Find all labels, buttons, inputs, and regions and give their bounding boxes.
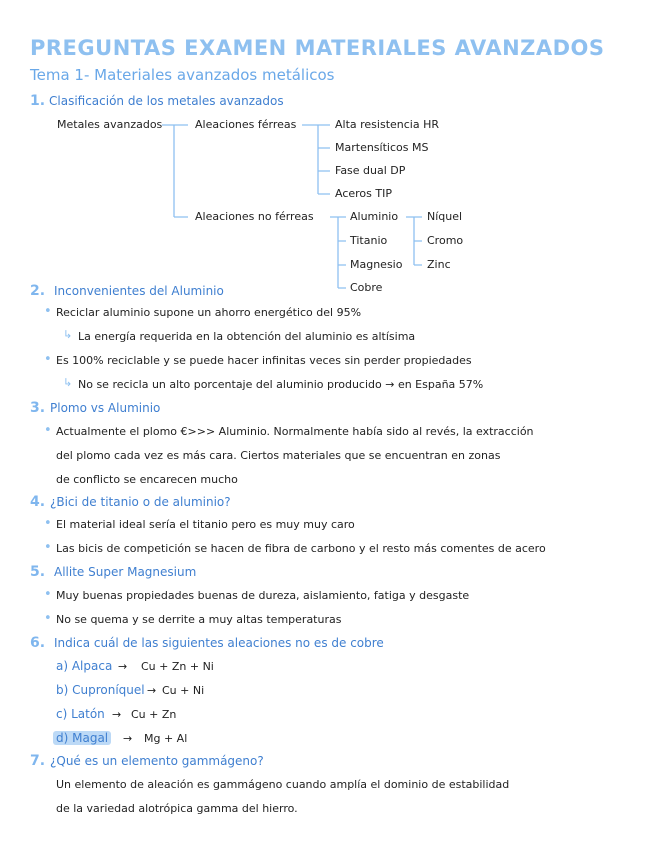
tree-nonferrous-item: Titanio: [350, 234, 388, 247]
q6-option-formula: Mg + Al: [144, 732, 188, 745]
tree-root: Metales avanzados: [57, 118, 163, 131]
q5-heading: Allite Super Magnesium: [54, 565, 197, 579]
q7-number: 7.: [30, 753, 46, 769]
sub-arrow-icon: ↳: [63, 328, 73, 341]
tree-nonferrous-item: Cobre: [350, 281, 383, 294]
tree-root-branch: [162, 125, 188, 217]
q6-option-formula: Cu + Ni: [162, 684, 205, 697]
tree-nonferrous: Aleaciones no férreas: [195, 210, 314, 223]
tree-ferrous-item: Martensíticos MS: [335, 141, 429, 154]
tree-nonferrous-branch: [330, 217, 346, 288]
q5-bullet-1: Muy buenas propiedades buenas de dureza, aislamiento, fatiga y desgaste: [56, 589, 470, 602]
q4-number: 4.: [30, 494, 46, 510]
q6-option-label: c) Latón: [56, 707, 105, 721]
tree-ferrous-item: Aceros TIP: [335, 187, 392, 200]
q3-line: del plomo cada vez es más cara. Ciertos materiales que se encuentran en zonas: [56, 449, 501, 462]
q4-heading: ¿Bici de titanio o de aluminio?: [50, 495, 231, 509]
page-subtitle: Tema 1- Materiales avanzados metálicos: [30, 66, 335, 84]
q6-option-label: a) Alpaca: [56, 659, 113, 673]
q2-bullet-2: Es 100% reciclable y se puede hacer infinitas veces sin perder propiedades: [56, 354, 472, 367]
page-title: PREGUNTAS EXAMEN MATERIALES AVANZADOS: [30, 36, 605, 60]
bullet-icon: •: [44, 587, 52, 602]
q3-heading: Plomo vs Aluminio: [50, 401, 161, 415]
bullet-icon: •: [44, 352, 52, 367]
q2-bullet-2-sub: No se recicla un alto porcentaje del aluminio producido → en España 57%: [78, 378, 484, 391]
tree-ferrous-item: Alta resistencia HR: [335, 118, 440, 131]
bullet-icon: •: [44, 611, 52, 626]
bullet-icon: •: [44, 540, 52, 555]
arrow-icon: →: [112, 708, 122, 721]
tree-nonferrous-item: Magnesio: [350, 258, 403, 271]
bullet-icon: •: [44, 516, 52, 531]
q2-number: 2.: [30, 283, 46, 299]
tree-ferrous-item: Fase dual DP: [335, 164, 406, 177]
q7-line: de la variedad alotrópica gamma del hierro.: [56, 802, 298, 815]
tree-ferrous: Aleaciones férreas: [195, 118, 297, 131]
bullet-icon: •: [44, 423, 52, 438]
arrow-icon: →: [147, 684, 157, 697]
q6-option-formula: Cu + Zn: [131, 708, 177, 721]
q3-line: de conflicto se encarecen mucho: [56, 473, 238, 486]
q1-number: 1.: [30, 93, 46, 109]
q2-heading: Inconvenientes del Aluminio: [54, 284, 224, 298]
tree-nonferrous-item: Aluminio: [350, 210, 399, 223]
q5-bullet-2: No se quema y se derrite a muy altas temperaturas: [56, 613, 342, 626]
q3-line: Actualmente el plomo €>>> Aluminio. Normalmente había sido al revés, la extracción: [56, 425, 534, 438]
tree-nonferrous-item: Níquel: [427, 210, 463, 223]
q6-option-label: b) Cuproníquel: [56, 683, 145, 697]
sub-arrow-icon: ↳: [63, 376, 73, 389]
q7-line: Un elemento de aleación es gammágeno cuando amplía el dominio de estabilidad: [56, 778, 510, 791]
arrow-icon: →: [118, 660, 128, 673]
bullet-icon: •: [44, 304, 52, 319]
tree-nonferrous-col2: [406, 217, 422, 265]
tree-ferrous-branch: [302, 125, 330, 194]
q5-number: 5.: [30, 564, 46, 580]
q1-heading: Clasificación de los metales avanzados: [49, 94, 284, 108]
q6-option-formula: Cu + Zn + Ni: [141, 660, 214, 673]
q2-bullet-1-sub: La energía requerida en la obtención del aluminio es altísima: [78, 330, 416, 343]
arrow-icon: →: [123, 732, 133, 745]
q6-number: 6.: [30, 635, 46, 651]
q6-heading: Indica cuál de las siguientes aleaciones no es de cobre: [54, 636, 384, 650]
q3-number: 3.: [30, 400, 46, 416]
q4-bullet-2: Las bicis de competición se hacen de fibra de carbono y el resto más comentes de acero: [56, 542, 546, 555]
q7-heading: ¿Qué es un elemento gammágeno?: [50, 754, 264, 768]
q4-bullet-1: El material ideal sería el titanio pero es muy muy caro: [56, 518, 355, 531]
tree-nonferrous-item: Zinc: [427, 258, 451, 271]
q2-bullet-1: Reciclar aluminio supone un ahorro energético del 95%: [56, 306, 362, 319]
tree-nonferrous-item: Cromo: [427, 234, 464, 247]
q6-option-label-highlighted: d) Magal: [53, 731, 111, 745]
